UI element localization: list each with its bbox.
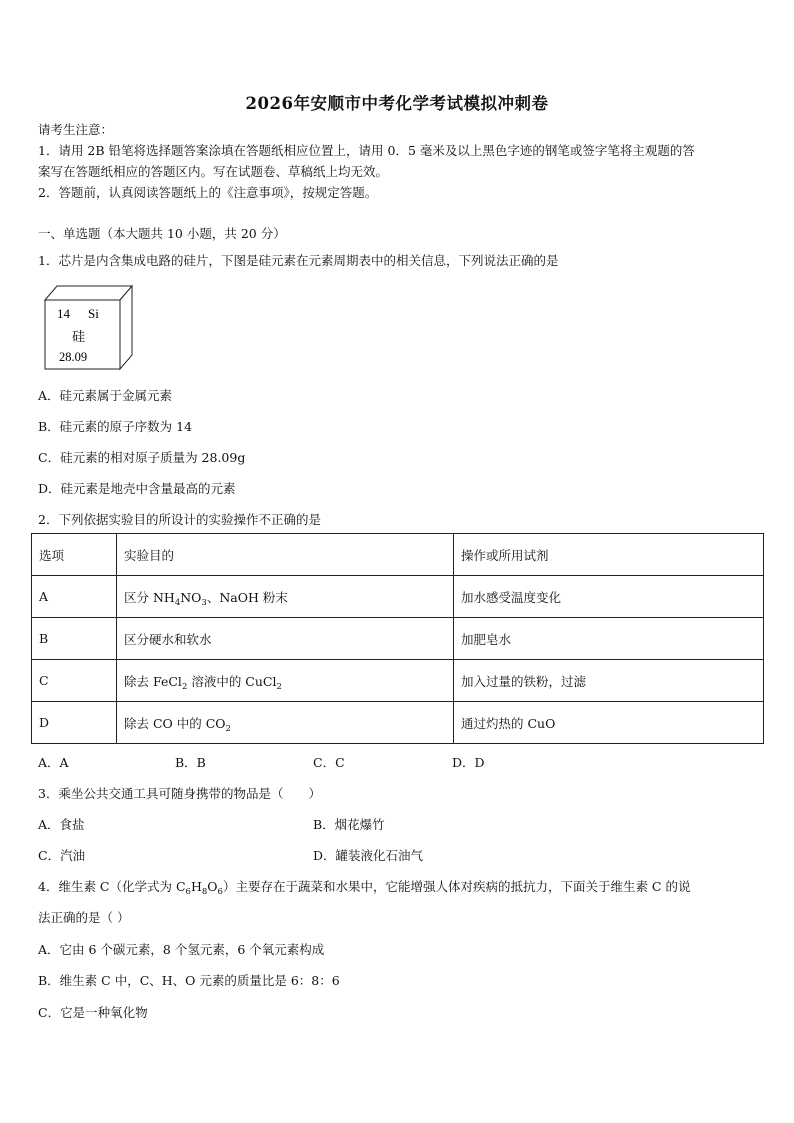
notice-heading: 请考生注意： [38, 122, 114, 137]
table-row [32, 576, 764, 618]
q2-option-d: D．D [452, 755, 485, 770]
subscript: 4 [174, 597, 181, 608]
q2-stem: 2．下列依据实验目的所设计的实验操作不正确的是 [38, 512, 321, 527]
subscript: 2 [225, 723, 231, 734]
q4-option-b: B．维生素 C 中，C、H、O 元素的质量比是 6：8：6 [38, 973, 340, 988]
subscript: 3 [201, 597, 207, 608]
q1-option-b: B．硅元素的原子序数为 14 [38, 419, 193, 434]
table-header-row [32, 534, 764, 576]
header-option: 选项 [32, 534, 117, 576]
row-option: C [32, 660, 117, 702]
row-option: A [32, 576, 117, 618]
q4-stem-text: O [207, 879, 218, 894]
row-option: B [32, 618, 117, 660]
element-symbol: Si [88, 306, 99, 321]
page-title: 2026年安顺市中考化学考试模拟冲刺卷 [245, 94, 549, 113]
section-heading: 一、单选题（本大题共 10 小题，共 20 分） [38, 226, 286, 241]
purpose-text: 区分硬水和软水 [124, 631, 212, 647]
purpose-text: 除去 CO 中的 CO [124, 715, 226, 731]
experiment-table [31, 533, 764, 744]
row-operation: 加入过量的铁粉，过滤 [454, 660, 764, 702]
row-operation: 加肥皂水 [454, 618, 764, 660]
q1-option-c: C．硅元素的相对原子质量为 28.09g [38, 450, 246, 465]
purpose-text: 、NaOH 粉末 [206, 589, 288, 605]
q4-stem-text: ）主要存在于蔬菜和水果中，它能增强人体对疾病的抵抗力，下面关于维生素 C 的说 [222, 879, 691, 894]
notice-line-2: 2．答题前，认真阅读答题纸上的《注意事项》，按规定答题。 [38, 185, 378, 200]
q1-option-d: D．硅元素是地壳中含量最高的元素 [38, 481, 236, 496]
table-row [32, 618, 764, 660]
element-name: 硅 [72, 330, 86, 345]
subscript: 6 [185, 887, 191, 897]
table-row [32, 660, 764, 702]
row-purpose [117, 660, 454, 702]
q2-option-b: B．B [175, 755, 206, 770]
q2-option-a: A．A [38, 755, 69, 770]
purpose-text: 溶液中的 CuCl [187, 673, 277, 689]
header-purpose: 实验目的 [117, 534, 454, 576]
element-number: 14 [57, 306, 70, 321]
purpose-text: NO [180, 589, 202, 605]
q3-option-d: D．罐装液化石油气 [313, 848, 424, 863]
element-tile-figure [38, 283, 138, 373]
q4-stem-text: H [190, 879, 202, 894]
q2-option-c: C．C [313, 755, 345, 770]
notice-line-1b: 案写在答题纸相应的答题区内。写在试题卷、草稿纸上均无效。 [38, 164, 389, 179]
q4-stem-line-1 [38, 877, 690, 895]
q3-option-b: B．烟花爆竹 [313, 817, 385, 832]
notice-line-1a: 1．请用 2B 铅笔将选择题答案涂填在答题纸相应位置上，请用 0．5 毫米及以上黑色字迹的钢笔或签字笔将主观题的答 [38, 143, 695, 158]
subscript: 2 [181, 681, 188, 692]
q1-stem: 1．芯片是内含集成电路的硅片，下图是硅元素在元素周期表中的相关信息，下列说法正确的是 [38, 253, 559, 268]
subscript: 8 [201, 887, 208, 897]
row-purpose [117, 618, 454, 660]
element-mass: 28.09 [59, 350, 88, 364]
row-operation: 通过灼热的 CuO [454, 702, 764, 744]
subscript: 6 [217, 887, 223, 897]
q3-option-c: C．汽油 [38, 848, 86, 863]
row-option: D [32, 702, 117, 744]
purpose-text: 除去 FeCl [124, 673, 182, 689]
q4-stem-text: 4．维生素 C（化学式为 C [38, 879, 186, 894]
row-operation: 加水感受温度变化 [454, 576, 764, 618]
q1-option-a: A．硅元素属于金属元素 [38, 388, 173, 403]
row-purpose [117, 576, 454, 618]
purpose-text: 区分 NH [124, 589, 175, 605]
header-operation: 操作或所用试剂 [454, 534, 764, 576]
q4-option-a: A．它由 6 个碳元素，8 个氢元素，6 个氧元素构成 [38, 942, 325, 957]
q3-stem: 3．乘坐公共交通工具可随身携带的物品是（ ） [38, 786, 321, 801]
q3-option-a: A．食盐 [38, 817, 85, 832]
table-row [32, 702, 764, 744]
q4-option-c: C．它是一种氧化物 [38, 1005, 148, 1020]
row-purpose [117, 702, 454, 744]
q4-stem-line-2: 法正确的是（ ） [38, 910, 130, 925]
subscript: 2 [276, 681, 282, 692]
